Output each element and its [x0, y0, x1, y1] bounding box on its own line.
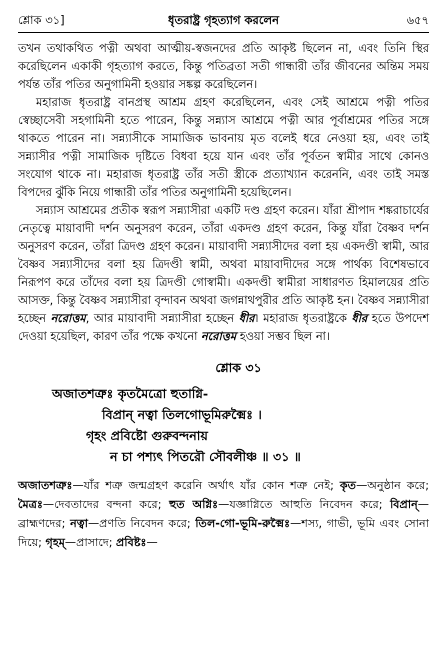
- wfw-meaning: —প্রাসাদে;: [64, 536, 113, 549]
- purport-text-run: হতে উপদেশ দেওয়া হয়েছিল, কারণ তাঁর পক্ষে কখনো: [18, 312, 430, 343]
- wfw-term: অজাতশত্রুঃ: [18, 479, 73, 492]
- running-header: [18, 10, 429, 33]
- wfw-term: কৃত: [339, 479, 357, 492]
- wfw-term: বিপ্রান্: [390, 498, 418, 511]
- term-narottama: নরোত্তম: [200, 330, 237, 343]
- purport-text: [18, 40, 429, 346]
- word-for-word: [18, 476, 429, 552]
- sloka-heading: শ্লোক ৩১: [215, 360, 262, 375]
- verse-line: গৃহং প্রবিষ্টো গুরুবন্দনায়: [86, 428, 208, 443]
- page-number: ৬৫৭: [406, 13, 429, 27]
- term-dhira: ধীর: [238, 312, 255, 325]
- sloka-verse: [18, 383, 429, 467]
- wfw-meaning: —অনুষ্ঠান করে;: [356, 479, 429, 492]
- purport-text-run: হওয়া সম্ভব ছিল না।: [239, 330, 330, 343]
- verse-line: ন চা পশ্যৎ পিতরৌ সৌবলীঞ্চ ॥ ৩১ ॥: [110, 449, 301, 464]
- wfw-term: মৈত্রঃ: [18, 498, 43, 511]
- purport-paragraph: মহারাজ ধৃতরাষ্ট্র বানপ্রস্থ আশ্রম গ্রহণ করেছিলেন, এবং সেই আশ্রমে পত্নী পতির স্বেচ্ছাসেবী সহগামিনী হতে পারেন, কিন্তু সন্ন্যাস আশ্রমে পত্নী আর পূর্বাশ্রমের পতির সঙ্গে থাকতে পারেন না। সন্ন্যাসীকে সামাজিক ভাবনায় মৃত বলেই ধরে নেওয়া হয়, এবং তাই সন্ন্যাসীর পত্নী সামাজিক দৃষ্টিতে বিধবা হয়ে যান এবং তাঁর পূর্বতন স্বামীর সাথে কোনও সংযোগ থাকে না। মহারাজ ধৃতরাষ্ট্র তাঁর সতী স্ত্রীকে প্রত্যাখ্যান করেননি, এবং তাই সমস্ত বিপদের ঝুঁকি নিয়ে গান্ধারী তাঁর পতির অনুগামিনী হয়েছিলেন।: [18, 96, 429, 199]
- purport-text-run: , আর মায়াবাদী সন্ন্যাসীরা হচ্ছেন: [85, 312, 234, 325]
- header-chapter-title: ধৃতরাষ্ট্র গৃহত্যাগ করলেন: [168, 13, 279, 27]
- purport-text-run: সন্ন্যাস আশ্রমের প্রতীক স্বরূপ সন্ন্যাসীরা একটি দণ্ড গ্রহণ করেন। যাঁরা শ্রীপাদ শঙ্করাচার্যের নেতৃত্বে মায়াবাদী দর্শন অনুসরণ করেন, তাঁরা একদণ্ড গ্রহণ করেন, কিন্তু যাঁরা বৈষ্ণব দর্শন অনুসরণ করেন, তাঁরা ত্রিদণ্ড গ্রহণ করেন। মায়াবাদী সন্ন্যাসীদের বলা হয় একদণ্ডী স্বামী, আর বৈষ্ণব সন্ন্যাসীদের বলা হয় ত্রিদণ্ডী স্বামী, অথবা মায়াবাদীদের সঙ্গে পার্থক্য বিশেষভাবে নিরূপণ করে তাঁদের বলা হয় ত্রিদণ্ডী গোস্বামী। একদণ্ডী স্বামীরা সাধারণত হিমালয়ের প্রতি আসক্ত, কিন্তু বৈষ্ণব সন্ন্যাসীরা বৃন্দাবন অথবা জগন্নাথপুরীর প্রতি আকৃষ্ট হন। বৈষ্ণব সন্ন্যাসীরা হচ্ছেন: [18, 204, 429, 325]
- purport-text-run: । মহারাজ ধৃতরাষ্ট্রকে: [254, 312, 347, 325]
- wfw-term: প্রবিষ্টঃ: [116, 536, 147, 549]
- wfw-meaning: —যাঁর শত্রু জন্মগ্রহণ করেনি অর্থাৎ যাঁর কোন শত্রু নেই;: [72, 479, 334, 492]
- purport-paragraph: তখন তথাকথিত পত্নী অথবা আত্মীয়-স্বজনদের প্রতি আকৃষ্ট ছিলেন না, এবং তিনি স্থির করেছিলেন একাকী গৃহত্যাগ করতে, কিন্তু পতিব্রতা সতী গান্ধারী তাঁর জীবনের অন্তিম সময় পর্যন্ত তাঁর পতির অনুগামিনী হওয়ার সঙ্কল্প করেছিলেন।: [18, 42, 429, 91]
- term-narottama: নরোত্তম: [50, 312, 86, 325]
- wfw-meaning: —প্রণতি নিবেদন করে;: [87, 517, 191, 530]
- wfw-term: গৃহম্: [45, 536, 65, 549]
- wfw-meaning: —যজ্ঞাগ্নিতে আহুতি নিবেদন করে;: [218, 498, 383, 511]
- wfw-term: নত্বা: [70, 517, 88, 530]
- wfw-term: হুত অগ্নিঃ: [169, 498, 219, 511]
- verse-line: অজাতশত্রুঃ কৃতমৈত্রো হুতাগ্নি-: [52, 386, 209, 401]
- wfw-meaning: —: [146, 536, 158, 549]
- wfw-term: তিল-গো-ভূমি-রুক্মৈঃ: [195, 517, 291, 530]
- term-dhira: ধীর: [351, 312, 368, 325]
- verse-line: বিপ্রান্ নত্বা তিলগোভূমিরুক্মৈঃ ।: [102, 407, 262, 422]
- purport-paragraph: [18, 202, 429, 346]
- wfw-meaning: —শস্য, গাভী, ভূমি এবং সোনা দিয়ে;: [18, 517, 429, 549]
- wfw-meaning: —ব্রাহ্মণদের;: [18, 498, 429, 530]
- wfw-meaning: —দেবতাদের বন্দনা করে;: [42, 498, 162, 511]
- header-verse-ref: শ্লোক ৩১]: [18, 13, 65, 27]
